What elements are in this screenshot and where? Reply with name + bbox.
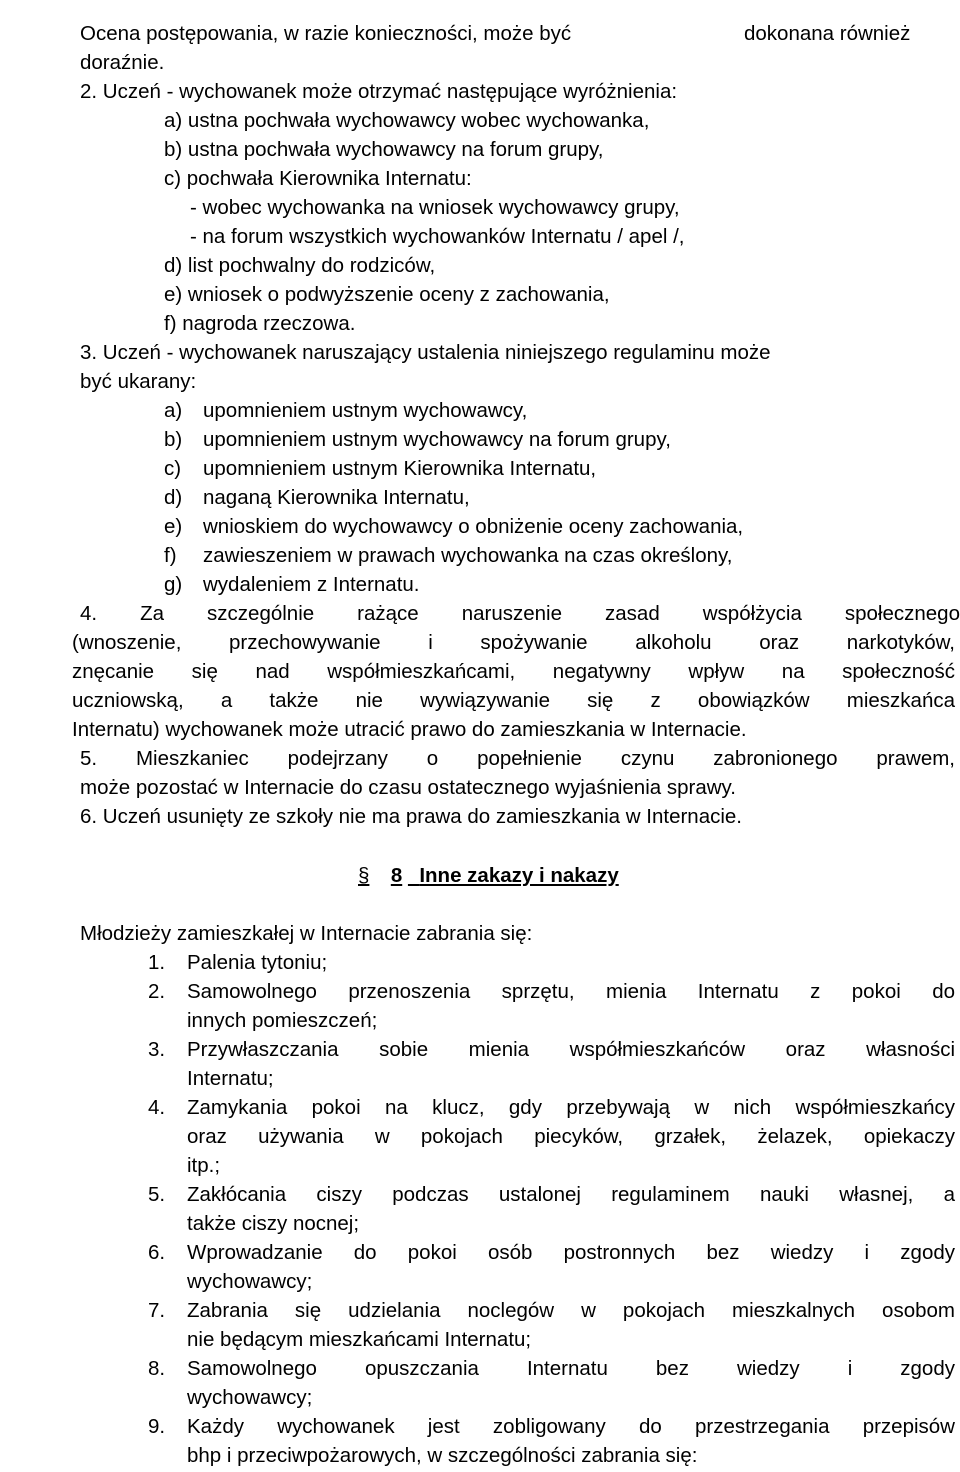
list-item: Samowolnego przenoszenia sprzętu, mienia Internatu z pokoi do <box>187 980 955 1003</box>
list-item: zawieszeniem w prawach wychowanka na czas określony, <box>203 544 733 567</box>
list-item: wychowawcy; <box>187 1386 313 1409</box>
list-item: c) pochwała Kierownika Internatu: <box>164 167 472 190</box>
list-subitem: - wobec wychowanka na wniosek wychowawcy grupy, <box>190 196 680 219</box>
point-3-intro: 3. Uczeń - wychowanek naruszający ustalenia niniejszego regulaminu może <box>80 341 771 364</box>
list-number: 9. <box>148 1415 166 1438</box>
paragraph-line: doraźnie. <box>80 51 165 74</box>
list-item: Przywłaszczania sobie mienia współmieszkańców oraz własności <box>187 1038 955 1061</box>
list-item: Zabrania się udzielania noclegów w pokojach mieszkalnych osobom <box>187 1299 955 1322</box>
list-item: f) nagroda rzeczowa. <box>164 312 356 335</box>
list-letter: d) <box>164 486 183 509</box>
list-number: 3. <box>148 1038 166 1061</box>
list-letter: g) <box>164 573 183 596</box>
list-item: Zakłócania ciszy podczas ustalonej regulaminem nauki własnej, a <box>187 1183 955 1206</box>
list-letter: c) <box>164 457 182 480</box>
point-4-line: (wnoszenie, przechowywanie i spożywanie alkoholu oraz narkotyków, <box>72 631 955 654</box>
list-item: Samowolnego opuszczania Internatu bez wiedzy i zgody <box>187 1357 955 1380</box>
list-number: 1. <box>148 951 166 974</box>
list-item: d) list pochwalny do rodziców, <box>164 254 436 277</box>
list-number: 6. <box>148 1241 166 1264</box>
section-title: Inne zakazy i nakazy <box>419 864 619 887</box>
list-item: Wprowadzanie do pokoi osób postronnych bez wiedzy i zgody <box>187 1241 955 1264</box>
paragraph-line: Ocena postępowania, w razie konieczności, może być <box>80 22 572 45</box>
point-2-intro: 2. Uczeń - wychowanek może otrzymać następujące wyróżnienia: <box>80 80 678 103</box>
point-4-line: Internatu) wychowanek może utracić prawo do zamieszkania w Internacie. <box>72 718 747 741</box>
list-letter: b) <box>164 428 183 451</box>
point-5-line: może pozostać w Internacie do czasu ostatecznego wyjaśnienia sprawy. <box>80 776 736 799</box>
list-letter: a) <box>164 399 183 422</box>
prohibitions-intro: Młodzieży zamieszkałej w Internacie zabrania się: <box>80 922 533 945</box>
point-6-line: 6. Uczeń usunięty ze szkoły nie ma prawa do zamieszkania w Internacie. <box>80 805 743 828</box>
list-item: e) wniosek o podwyższenie oceny z zachowania, <box>164 283 610 306</box>
list-item: bhp i przeciwpożarowych, w szczególności zabrania się: <box>187 1444 698 1467</box>
list-item: nie będącym mieszkańcami Internatu; <box>187 1328 532 1351</box>
list-subitem: - na forum wszystkich wychowanków Internatu / apel /, <box>190 225 685 248</box>
list-item: innych pomieszczeń; <box>187 1009 378 1032</box>
point-3-intro: być ukarany: <box>80 370 197 393</box>
point-5-line: 5. Mieszkaniec podejrzany o popełnienie czynu zabronionego prawem, <box>80 747 955 770</box>
list-number: 8. <box>148 1357 166 1380</box>
list-item: Internatu; <box>187 1067 274 1090</box>
list-item: naganą Kierownika Internatu, <box>203 486 470 509</box>
list-item: Palenia tytoniu; <box>187 951 328 974</box>
list-item: upomnieniem ustnym Kierownika Internatu, <box>203 457 597 480</box>
list-item: Zamykania pokoi na klucz, gdy przebywają w nich współmieszkańcy <box>187 1096 955 1119</box>
list-item: b) ustna pochwała wychowawcy na forum grupy, <box>164 138 604 161</box>
point-4-line: uczniowską, a także nie wywiązywanie się z obowiązków mieszkańca <box>72 689 955 712</box>
point-4-line: znęcanie się nad współmieszkańcami, negatywny wpływ na społeczność <box>72 660 955 683</box>
list-number: 5. <box>148 1183 166 1206</box>
paragraph-line-end: dokonana również <box>744 22 911 45</box>
list-item: upomnieniem ustnym wychowawcy na forum grupy, <box>203 428 671 451</box>
section-heading <box>358 864 619 888</box>
list-letter: e) <box>164 515 183 538</box>
point-4-line: 4. Za szczególnie rażące naruszenie zasad współżycia społecznego <box>80 602 960 625</box>
list-item: a) ustna pochwała wychowawcy wobec wychowanka, <box>164 109 650 132</box>
list-item: upomnieniem ustnym wychowawcy, <box>203 399 528 422</box>
list-item: wychowawcy; <box>187 1270 313 1293</box>
list-item: wnioskiem do wychowawcy o obniżenie oceny zachowania, <box>203 515 744 538</box>
list-item: wydaleniem z Internatu. <box>203 573 420 596</box>
list-number: 4. <box>148 1096 166 1119</box>
list-item: itp.; <box>187 1154 221 1177</box>
list-number: 2. <box>148 980 166 1003</box>
section-symbol: § <box>358 864 370 887</box>
list-letter: f) <box>164 544 177 567</box>
list-item: oraz używania w pokojach piecyków, grzałek, żelazek, opiekaczy <box>187 1125 955 1148</box>
section-number: 8 <box>390 864 403 887</box>
list-number: 7. <box>148 1299 166 1322</box>
list-item: także ciszy nocnej; <box>187 1212 360 1235</box>
list-item: Każdy wychowanek jest zobligowany do przestrzegania przepisów <box>187 1415 955 1438</box>
